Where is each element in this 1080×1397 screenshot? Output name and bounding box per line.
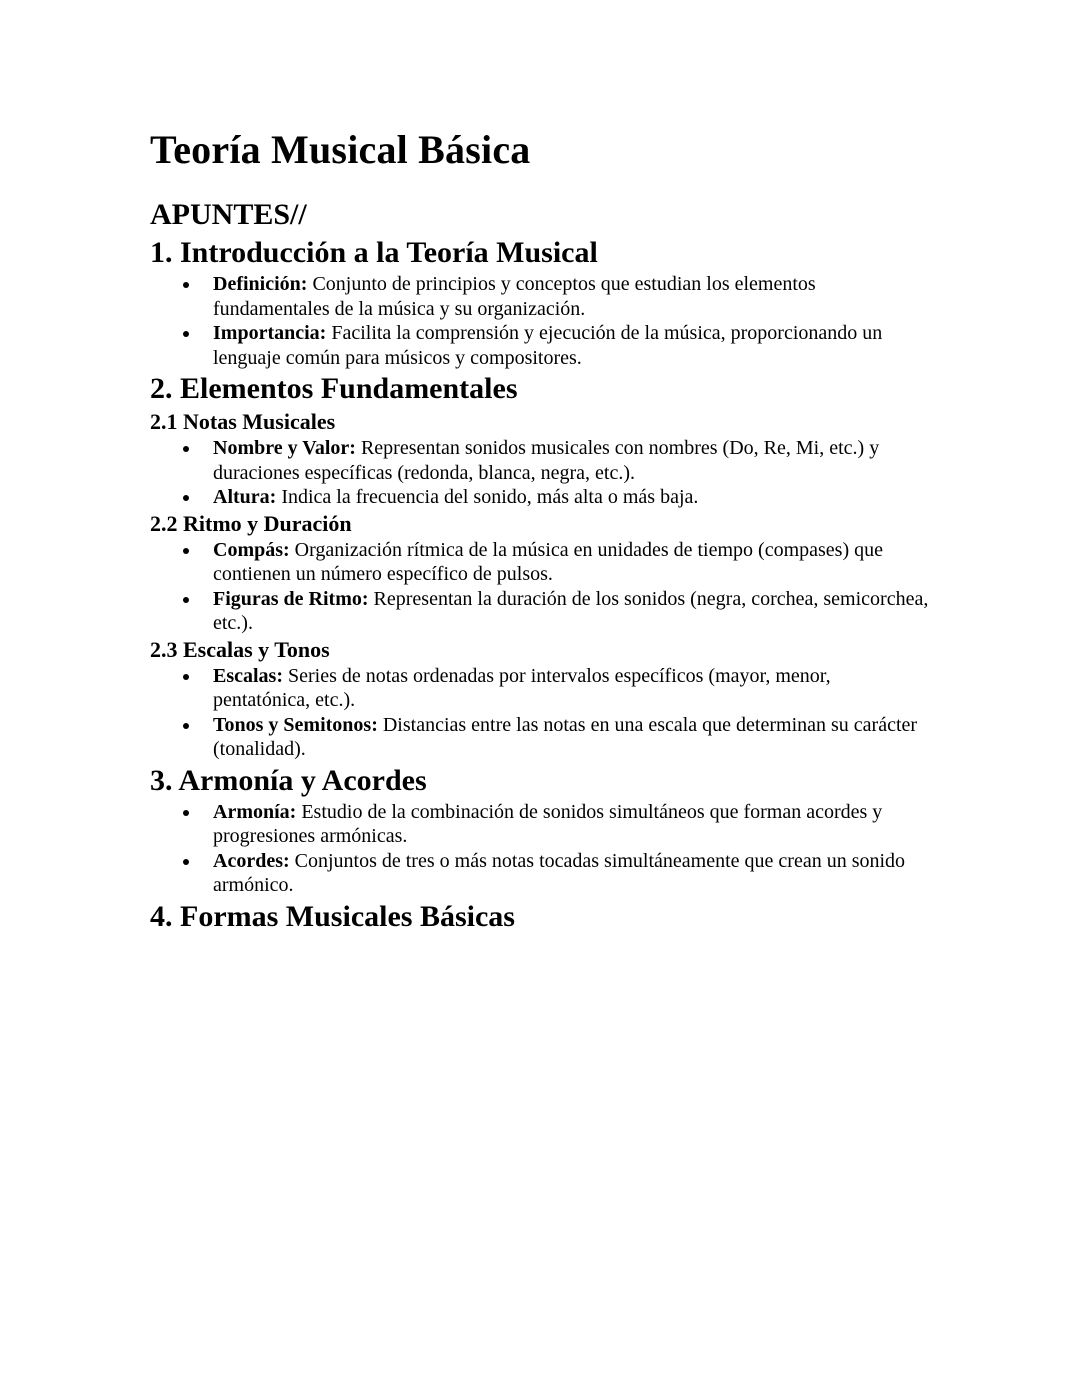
item-text: Distancias entre las notas en una escala que determinan su carácter (tonalidad). bbox=[213, 713, 918, 760]
list-item bbox=[213, 713, 940, 762]
list-item bbox=[213, 321, 940, 370]
list-item bbox=[213, 272, 940, 321]
bullet-icon bbox=[183, 495, 189, 501]
item-text: Organización rítmica de la música en unidades de tiempo (compases) que contienen un número específico de pulsos. bbox=[213, 538, 883, 585]
subsection-heading-2-2: 2.2 Ritmo y Duración bbox=[150, 510, 352, 536]
list-item bbox=[213, 664, 940, 713]
subsection-heading-2-3: 2.3 Escalas y Tonos bbox=[150, 636, 330, 662]
list-item bbox=[213, 849, 940, 898]
document-subtitle: APUNTES// bbox=[150, 198, 307, 231]
bullet-icon bbox=[183, 674, 189, 680]
bullet-icon bbox=[183, 282, 189, 288]
section-heading-3: 3. Armonía y Acordes bbox=[150, 763, 427, 797]
item-term: Nombre y Valor: bbox=[213, 437, 356, 459]
item-text: Representan la duración de los sonidos (negra, corchea, semicorchea, etc.). bbox=[213, 587, 929, 634]
item-term: Escalas: bbox=[213, 664, 283, 687]
item-term: Tonos y Semitonos: bbox=[213, 713, 378, 736]
item-text: Indica la frecuencia del sonido, más alta o más baja. bbox=[276, 486, 699, 508]
subsection-2-2-list bbox=[150, 538, 940, 636]
item-text: Conjunto de principios y conceptos que estudian los elementos fundamentales de la música y su organización. bbox=[213, 273, 816, 320]
item-term: Acordes: bbox=[213, 849, 290, 872]
list-item bbox=[213, 485, 940, 510]
document-page bbox=[150, 124, 940, 936]
section-3-list bbox=[150, 800, 940, 898]
list-item bbox=[213, 800, 940, 849]
item-term: Definición: bbox=[213, 273, 308, 295]
bullet-icon bbox=[183, 723, 189, 729]
bullet-icon bbox=[183, 597, 189, 603]
item-text: Representan sonidos musicales con nombres (Do, Re, Mi, etc.) y duraciones específicas (redonda, blanca, negra, etc.). bbox=[213, 437, 880, 484]
section-heading-4: 4. Formas Musicales Básicas bbox=[150, 899, 515, 933]
section-1-list bbox=[150, 272, 940, 370]
subsection-heading-2-1: 2.1 Notas Musicales bbox=[150, 409, 336, 434]
bullet-icon bbox=[183, 859, 189, 865]
item-term: Importancia: bbox=[213, 322, 327, 344]
subsection-2-1-list bbox=[150, 436, 940, 510]
list-item bbox=[213, 538, 940, 587]
bullet-icon bbox=[183, 446, 189, 452]
item-term: Figuras de Ritmo: bbox=[213, 587, 369, 610]
item-text: Estudio de la combinación de sonidos simultáneos que forman acordes y progresiones armónicas. bbox=[213, 800, 883, 847]
item-term: Armonía: bbox=[213, 800, 297, 823]
section-heading-2: 2. Elementos Fundamentales bbox=[150, 372, 518, 405]
item-term: Altura: bbox=[213, 486, 277, 508]
subsection-2-3-list bbox=[150, 664, 940, 762]
list-item bbox=[213, 587, 940, 636]
bullet-icon bbox=[183, 548, 189, 554]
section-heading-1: 1. Introducción a la Teoría Musical bbox=[150, 236, 598, 269]
item-text: Conjuntos de tres o más notas tocadas simultáneamente que crean un sonido armónico. bbox=[213, 849, 906, 896]
item-term: Compás: bbox=[213, 538, 290, 561]
bullet-icon bbox=[183, 810, 189, 816]
bullet-icon bbox=[183, 331, 189, 337]
item-text: Series de notas ordenadas por intervalos específicos (mayor, menor, pentatónica, etc.). bbox=[213, 664, 831, 711]
item-text: Facilita la comprensión y ejecución de la música, proporcionando un lenguaje común para músicos y compositores. bbox=[213, 322, 883, 369]
list-item bbox=[213, 436, 940, 485]
document-title: Teoría Musical Básica bbox=[150, 127, 531, 172]
